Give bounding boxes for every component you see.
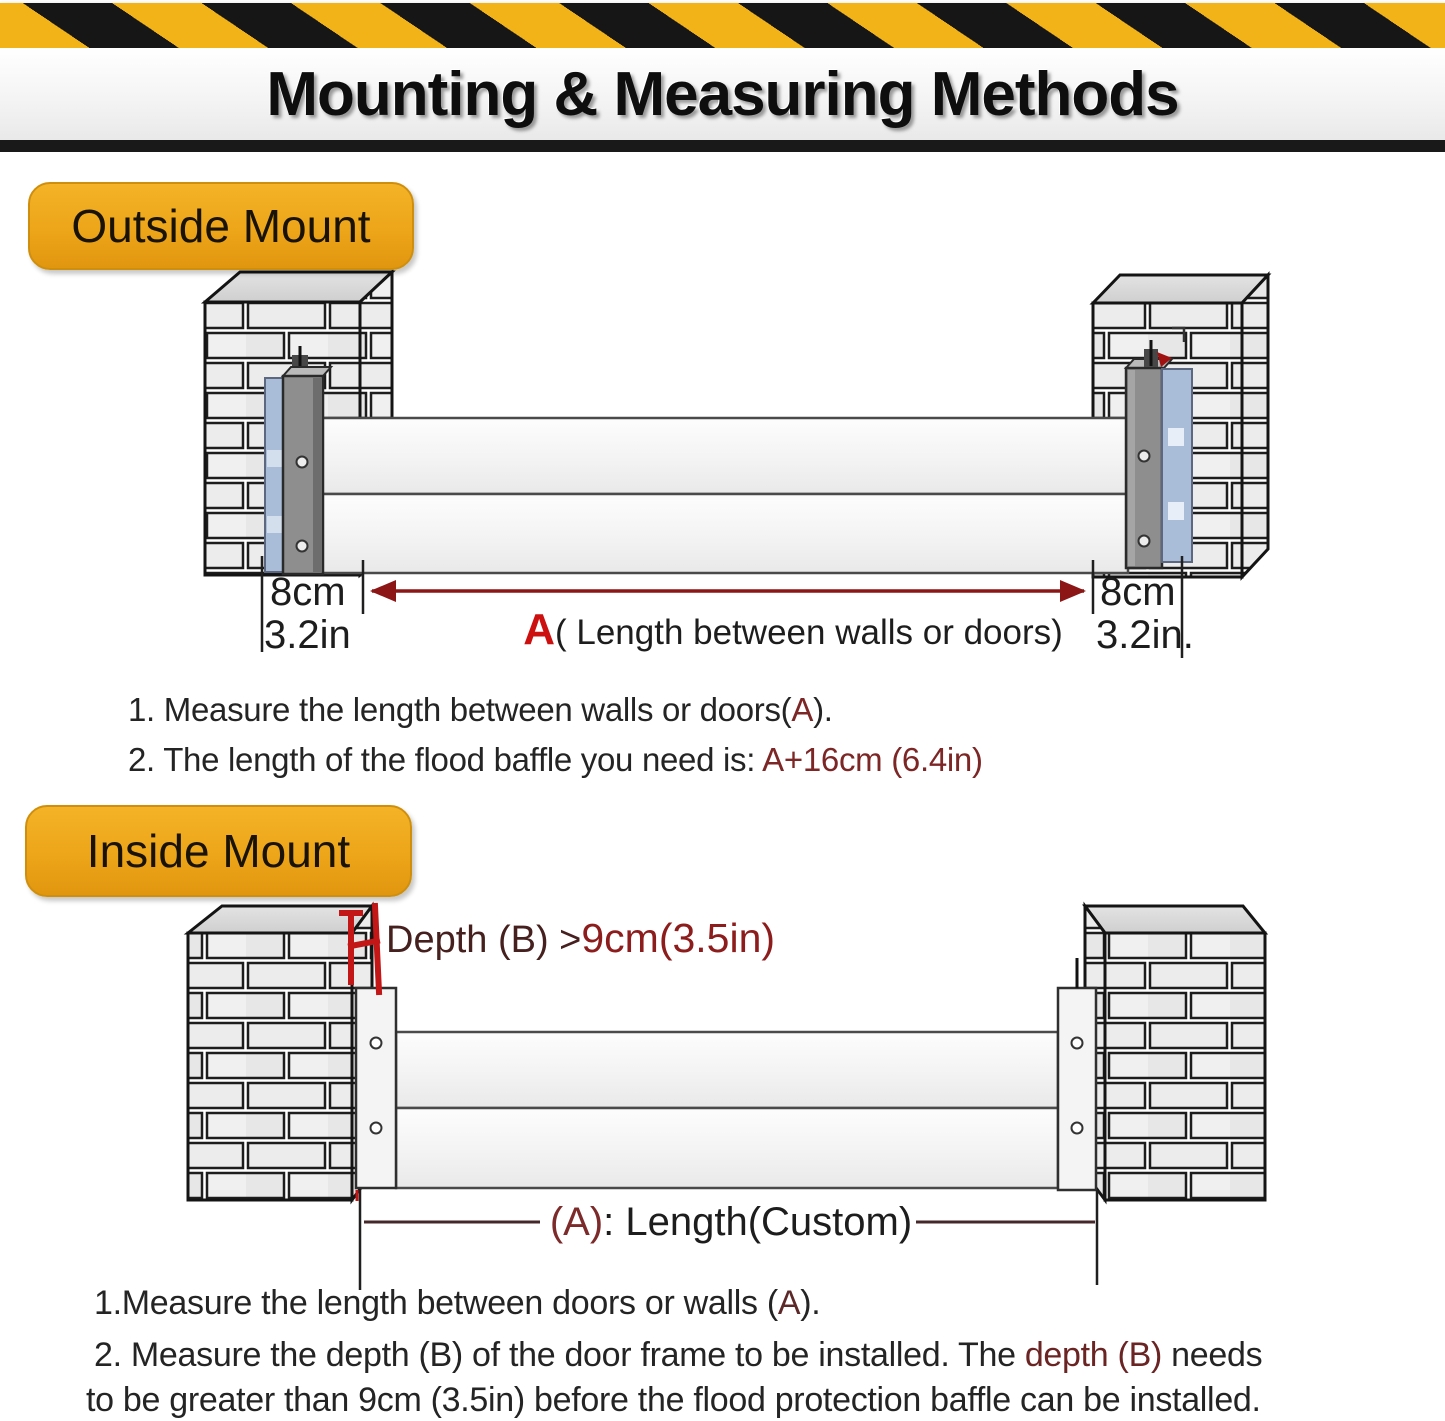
outside-length-label-text: ( Length between walls or doors) xyxy=(555,613,1063,652)
outside-instruction-step2 xyxy=(128,742,983,779)
outside-step2-formula: A+16cm (6.4in) xyxy=(762,741,983,778)
outside-left-seal-strip xyxy=(265,378,284,572)
outside-step1-text: 1. Measure the length between walls or doors( xyxy=(128,691,792,728)
inside-step1-A: A xyxy=(777,1284,801,1322)
outside-left-cm-label: 8cm xyxy=(270,570,346,614)
outside-step1-A: A xyxy=(791,691,814,728)
inside-step2-needs: needs xyxy=(1161,1336,1263,1374)
inside-instruction-step2-line2: to be greater than 9cm (3.5in) before the flood protection baffle can be installed. xyxy=(86,1381,1261,1419)
inside-step2-text: 2. Measure the depth (B) of the door frame to be installed. The xyxy=(94,1336,1025,1374)
inside-instruction-step1 xyxy=(94,1284,820,1322)
inside-flood-barrier-panels xyxy=(396,1032,1058,1188)
inside-length-label-text: : Length(Custom) xyxy=(603,1200,913,1244)
outside-length-arrow xyxy=(370,580,1086,602)
outside-flood-barrier-panels xyxy=(322,418,1128,573)
outside-right-channel-bracket xyxy=(1126,340,1192,568)
inside-length-label xyxy=(545,1200,917,1245)
inside-mount-badge-label: Inside Mount xyxy=(86,825,351,877)
outside-step1-end: ). xyxy=(813,691,833,728)
inside-instruction-step2-line1 xyxy=(94,1336,1262,1374)
outside-step2-text: 2. The length of the flood baffle you need is: xyxy=(128,741,763,778)
inside-length-label-A: (A) xyxy=(549,1200,604,1244)
outside-right-inch-label: 3.2in. xyxy=(1096,613,1194,657)
outside-mount-badge-label: Outside Mount xyxy=(71,200,371,252)
inside-left-pillar xyxy=(188,906,372,1200)
outside-mount-badge xyxy=(28,182,414,270)
inside-right-pillar xyxy=(1085,906,1265,1200)
depth-label-value: 9cm(3.5in) xyxy=(581,915,776,961)
outside-length-label xyxy=(423,605,1163,654)
inside-step2-depth: depth (B) xyxy=(1024,1336,1162,1374)
outside-length-label-A: A xyxy=(523,605,555,654)
depth-requirement-label xyxy=(386,916,775,962)
outside-instruction-step1 xyxy=(128,692,833,729)
outside-left-inch-label: 3.2in xyxy=(264,613,351,657)
inside-right-channel-bracket xyxy=(1058,958,1096,1190)
outside-right-cm-label: 8cm xyxy=(1100,570,1176,614)
inside-mount-badge xyxy=(25,805,412,897)
inside-step1-end: ). xyxy=(800,1284,821,1322)
inside-left-channel-bracket xyxy=(356,988,396,1201)
depth-label-text: Depth (B) > xyxy=(386,919,582,961)
page-title: Mounting & Measuring Methods xyxy=(266,59,1179,129)
inside-step1-text: 1.Measure the length between doors or walls ( xyxy=(94,1284,778,1322)
outside-left-channel-bracket xyxy=(283,367,331,574)
